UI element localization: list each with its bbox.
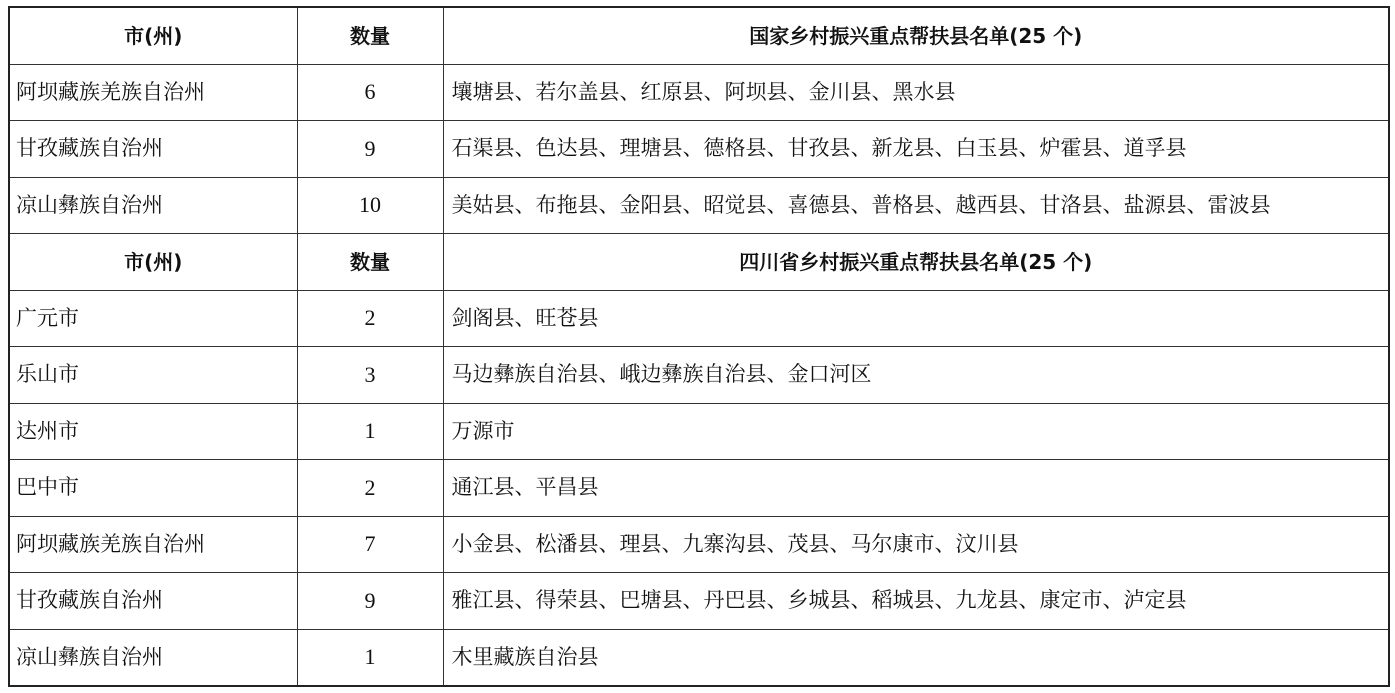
table-row (9, 403, 1389, 460)
city-cell: 阿坝藏族羌族自治州 (9, 64, 297, 121)
county-list-cell: 小金县、松潘县、理县、九寨沟县、茂县、马尔康市、汶川县 (443, 516, 1389, 573)
city-cell: 凉山彝族自治州 (9, 177, 297, 234)
table-row (9, 290, 1389, 347)
count-cell: 6 (297, 64, 443, 121)
table-row (9, 516, 1389, 573)
count-cell: 9 (297, 121, 443, 178)
header-city: 市(州) (9, 7, 297, 64)
table-row (9, 573, 1389, 630)
county-list-cell: 剑阁县、旺苍县 (443, 290, 1389, 347)
city-cell: 乐山市 (9, 347, 297, 404)
county-list-cell: 石渠县、色达县、理塘县、德格县、甘孜县、新龙县、白玉县、炉霍县、道孚县 (443, 121, 1389, 178)
table-row (9, 177, 1389, 234)
table-row (9, 347, 1389, 404)
county-list-cell: 万源市 (443, 403, 1389, 460)
count-cell: 10 (297, 177, 443, 234)
county-list-cell: 美姑县、布拖县、金阳县、昭觉县、喜德县、普格县、越西县、甘洛县、盐源县、雷波县 (443, 177, 1389, 234)
city-cell: 阿坝藏族羌族自治州 (9, 516, 297, 573)
header-provincial-list: 四川省乡村振兴重点帮扶县名单(25 个) (443, 234, 1389, 291)
count-cell: 7 (297, 516, 443, 573)
table-row (9, 121, 1389, 178)
header-city: 市(州) (9, 234, 297, 291)
count-cell: 1 (297, 403, 443, 460)
provincial-header-row (9, 234, 1389, 291)
table-row (9, 64, 1389, 121)
count-cell: 1 (297, 629, 443, 686)
county-list-cell: 通江县、平昌县 (443, 460, 1389, 517)
header-count: 数量 (297, 234, 443, 291)
table-row (9, 460, 1389, 517)
city-cell: 甘孜藏族自治州 (9, 121, 297, 178)
table-row (9, 629, 1389, 686)
count-cell: 2 (297, 460, 443, 517)
city-cell: 达州市 (9, 403, 297, 460)
county-list-cell: 壤塘县、若尔盖县、红原县、阿坝县、金川县、黑水县 (443, 64, 1389, 121)
header-national-list: 国家乡村振兴重点帮扶县名单(25 个) (443, 7, 1389, 64)
header-count: 数量 (297, 7, 443, 64)
county-list-cell: 雅江县、得荣县、巴塘县、丹巴县、乡城县、稻城县、九龙县、康定市、泸定县 (443, 573, 1389, 630)
count-cell: 3 (297, 347, 443, 404)
city-cell: 巴中市 (9, 460, 297, 517)
county-list-cell: 木里藏族自治县 (443, 629, 1389, 686)
county-list-cell: 马边彝族自治县、峨边彝族自治县、金口河区 (443, 347, 1389, 404)
count-cell: 2 (297, 290, 443, 347)
city-cell: 甘孜藏族自治州 (9, 573, 297, 630)
county-list-table (8, 6, 1390, 687)
count-cell: 9 (297, 573, 443, 630)
county-list-table-container (8, 6, 1388, 687)
national-header-row (9, 7, 1389, 64)
city-cell: 广元市 (9, 290, 297, 347)
city-cell: 凉山彝族自治州 (9, 629, 297, 686)
